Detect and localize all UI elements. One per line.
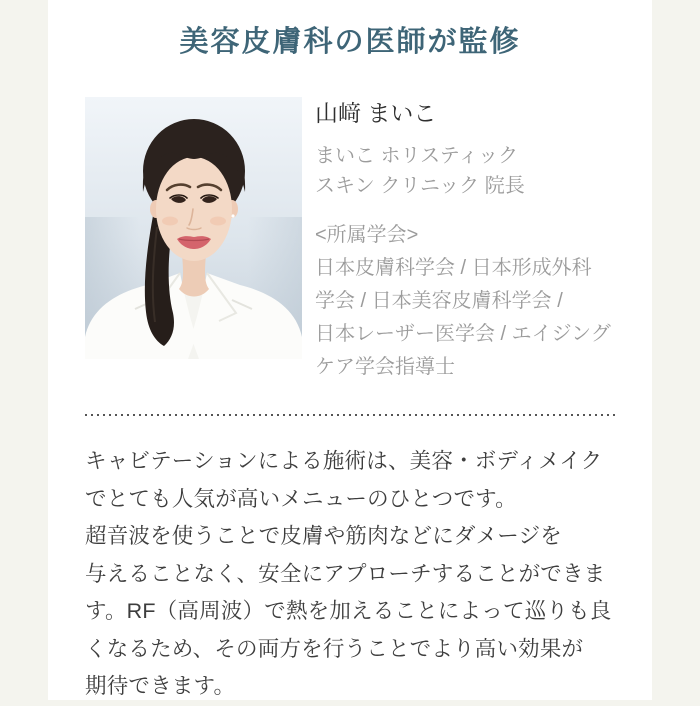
bio-line: キャビテーションによる施術は、美容・ボディメイク [85,449,603,474]
clinic-title-line: スキン クリニック 院長 [315,175,525,198]
affiliation-line: 学会 / 日本美容皮膚科学会 / [315,290,563,313]
bio-line: 与えることなく、安全にアプローチすることができま [85,561,606,586]
affiliation-line: 日本皮膚科学会 / 日本形成外科 [315,257,592,280]
doctor-info [315,97,615,384]
clinic-title [315,141,615,201]
doctor-profile-section [85,97,615,384]
bio-line: 超音波を使うことで皮膚や筋肉などにダメージを [85,524,562,549]
affiliations [315,219,615,384]
supervisor-comment [85,443,615,706]
bio-line: でとても人気が高いメニューのひとつです。 [85,486,517,511]
affiliations-heading: <所属学会> [315,224,419,247]
bio-line: 期待できます。 [85,674,236,699]
clinic-title-line: まいこ ホリスティック [315,145,519,168]
affiliation-line: 日本レーザー医学会 / エイジング [315,323,611,346]
dotted-divider [85,414,615,416]
doctor-name: 山﨑 まいこ [315,100,437,127]
affiliation-line: ケア学会指導士 [315,356,455,379]
bio-line: す。RF（高周波）で熱を加えることによって巡りも良 [85,599,612,624]
bio-line: くなるため、その両方を行うことでより高い効果が [85,636,584,661]
content-card [48,0,652,700]
doctor-portrait-photo [85,97,302,359]
page-title: 美容皮膚科の医師が監修 [179,26,521,58]
